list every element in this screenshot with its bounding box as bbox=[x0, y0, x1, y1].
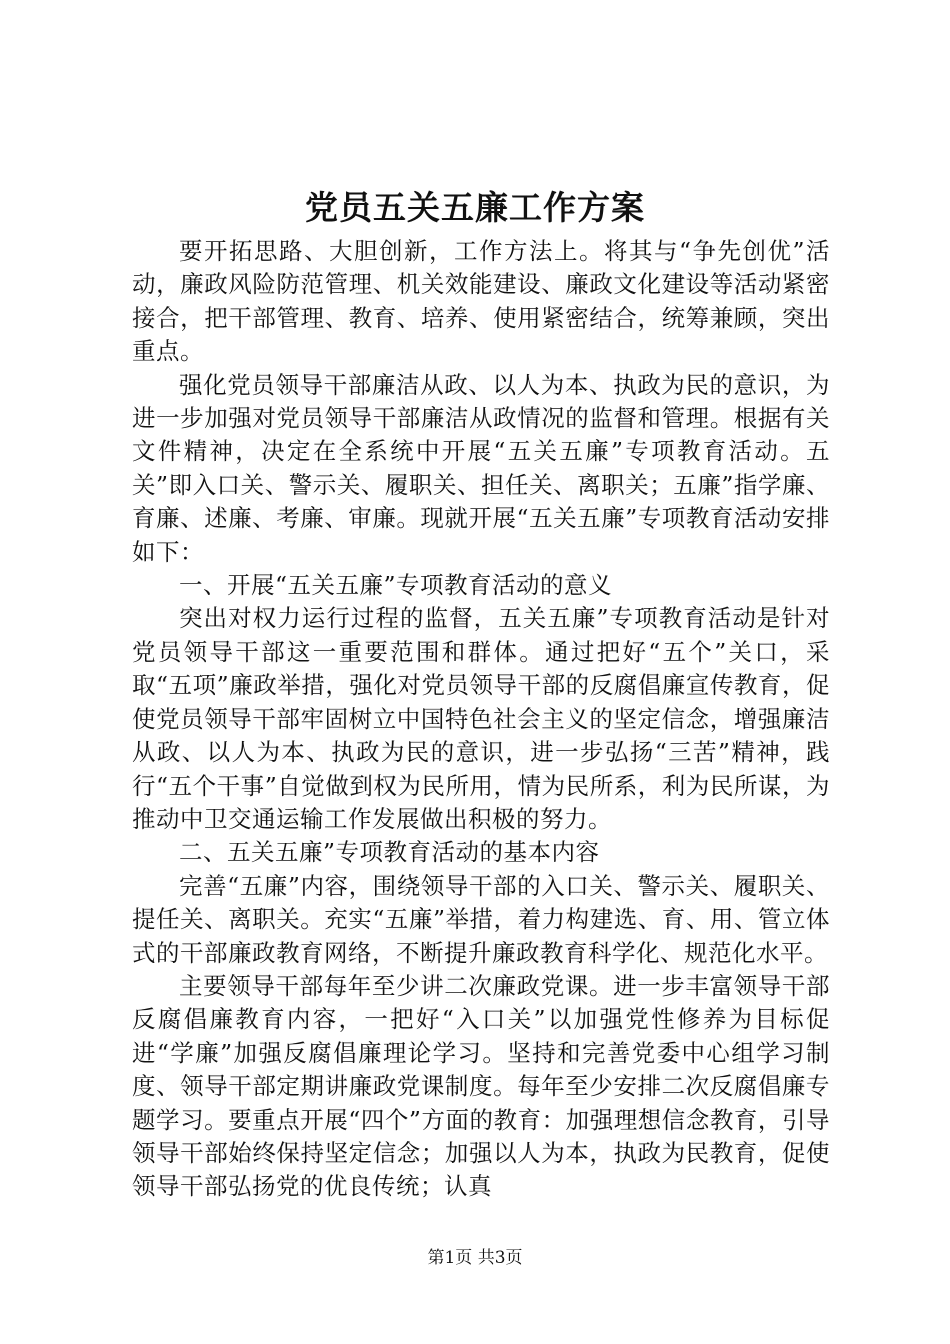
section-heading-content: 二、五关五廉”专项教育活动的基本内容 bbox=[179, 838, 600, 867]
paragraph-purpose: 强化党员领导干部廉洁从政、以人为本、执政为民的意识，为进一步加强对党员领导干部廉洁从政情况的监督和管理。根据有关文件精神，决定在全系统中开展“五关五廉”专项教育活动。五关”即入口关、警示关、履职关、担任关、离职关；五廉”指学廉、育廉、述廉、考廉、审廉。现就开展“五关五廉”专项教育活动安排如下： bbox=[132, 370, 830, 566]
document-title: 党员五关五廉工作方案 bbox=[305, 188, 645, 227]
section-heading-significance: 一、开展“五关五廉”专项教育活动的意义 bbox=[179, 571, 613, 600]
paragraph-party-lessons: 主要领导干部每年至少讲二次廉政党课。进一步丰富领导干部反腐倡廉教育内容，一把好“入口关”以加强党性修养为目标促进“学廉”加强反腐倡廉理论学习。坚持和完善党委中心组学习制度、领导干部定期讲廉政党课制度。每年至少安排二次反腐倡廉专题学习。要重点开展“四个”方面的教育：加强理想信念教育，引导领导干部始终保持坚定信念；加强以人为本，执政为民教育，促使领导干部弘扬党的优良传统；认真 bbox=[132, 971, 830, 1201]
page-number-footer: 第1页 共3页 bbox=[427, 1248, 523, 1268]
paragraph-significance: 突出对权力运行过程的监督，五关五廉”专项教育活动是针对党员领导干部这一重要范围和群体。通过把好“五个”关口，采取“五项”廉政举措，强化对党员领导干部的反腐倡廉宣传教育，促使党员领导干部牢固树立中国特色社会主义的坚定信念，增强廉洁从政、以人为本、执政为民的意识，进一步弘扬“三苦”精神，践行“五个干事”自觉做到权为民所用，情为民所系，利为民所谋，为推动中卫交通运输工作发展做出积极的努力。 bbox=[132, 604, 830, 833]
document-body bbox=[132, 235, 830, 1204]
paragraph-content: 完善“五廉”内容，围绕领导干部的入口关、警示关、履职关、提任关、离职关。充实“五廉”举措，着力构建选、育、用、管立体式的干部廉政教育网络，不断提升廉政教育科学化、规范化水平。 bbox=[132, 871, 830, 967]
paragraph-intro: 要开拓思路、大胆创新，工作方法上。将其与“争先创优”活动，廉政风险防范管理、机关效能建设、廉政文化建设等活动紧密接合，把干部管理、教育、培养、使用紧密结合，统筹兼顾，突出重点。 bbox=[132, 237, 830, 366]
